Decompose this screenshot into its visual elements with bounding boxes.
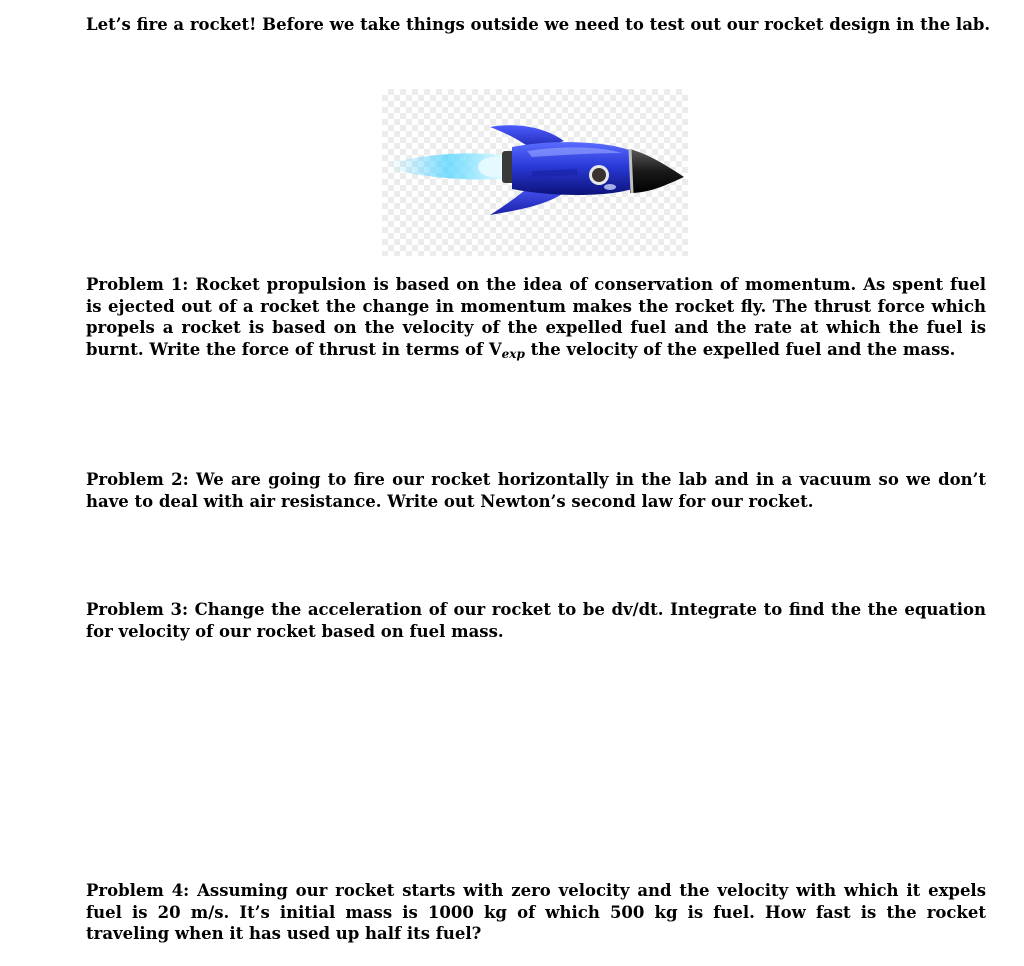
problem-2-text: We are going to fire our rocket horizontally in the lab and in a vacuum so we don’t have to deal with air resistance. Write out Newton’s second law for our rocket. — [86, 470, 987, 511]
problem-4-label: Problem 4: — [86, 881, 190, 900]
problem-2-label: Problem 2: — [86, 470, 189, 489]
problem-4 — [86, 880, 986, 945]
problem-1-text-end: the velocity of the expelled fuel and the mass. — [524, 340, 956, 360]
rocket-image — [382, 89, 688, 256]
problem-3-text: Change the acceleration of our rocket to be dv/dt. Integrate to find the the equation for velocity of our rocket based on fuel mass. — [86, 600, 987, 641]
problem-3-label: Problem 3: — [86, 600, 189, 619]
problem-3 — [86, 599, 986, 642]
problem-1-label: Problem 1: — [86, 275, 189, 294]
problem-1 — [86, 274, 986, 366]
v-exp-subscript: exp — [501, 347, 525, 362]
rocket-icon — [382, 89, 688, 256]
problem-1-text: Rocket propulsion is based on the idea of conservation of momentum. As spent fuel is ejected out of a rocket the change in momentum makes the rocket fly. The thrust force which propels a rocket is based on the velocity of the expelled fuel and the rate at which the fuel is burnt. Write the force of thrust in terms of V — [86, 275, 986, 360]
problem-2 — [86, 469, 986, 512]
problem-4-text: Assuming our rocket starts with zero velocity and the velocity with which it expels fuel is 20 m/s. It’s initial mass is 1000 kg of which 500 kg is fuel. How fast is the rocket traveling when it has used up half its fuel? — [86, 881, 986, 944]
intro-text: Let’s fire a rocket! Before we take things outside we need to test out our rocket design in the lab. — [86, 15, 991, 34]
